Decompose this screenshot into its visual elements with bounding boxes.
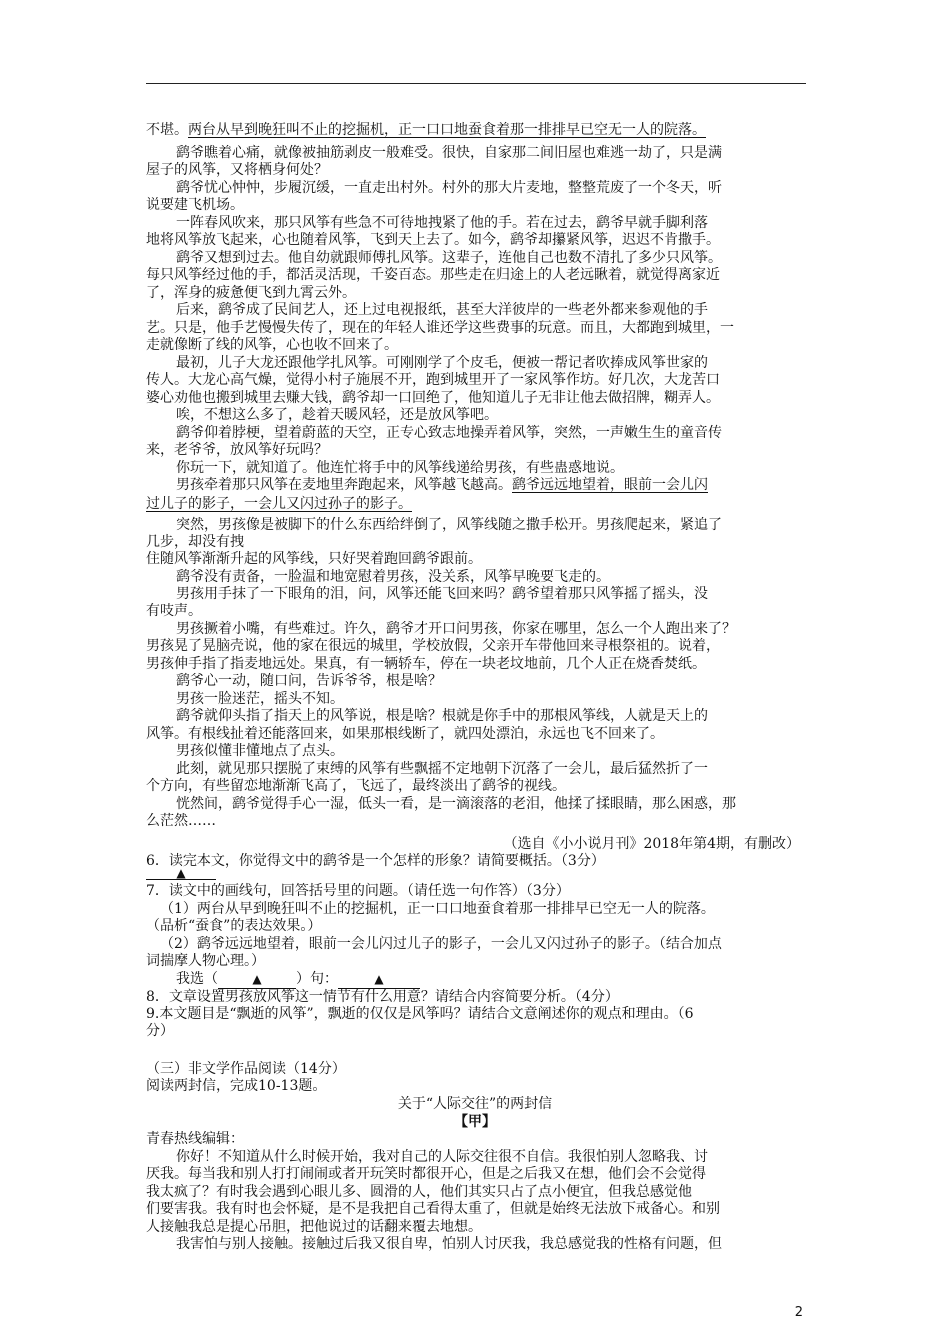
story-line: 屋子的风筝，又将栖身何处？ bbox=[146, 162, 328, 178]
story-line: 地将风筝放飞起来，心也随着风筝，飞到天上去了。如今，鹞爷却攥紧风筝，迟迟不肯撒手。 bbox=[146, 232, 720, 248]
story-line: 唉，不想这么多了，趁着天暖风轻，还是放风筝吧。 bbox=[176, 407, 498, 423]
letter-line: 们要害我。我有时也会怀疑，是不是我把自己看得太重了，但就是始终无法放下戒备心。和别 bbox=[146, 1201, 720, 1217]
question-8: 8．文章设置男孩放风筝这一情节有什么用意？请结合内容简要分析。（4分） bbox=[146, 989, 619, 1005]
question-7-option-2: （2）鹞爷远远地望着，眼前一会儿闪过儿子的影子，一会儿又闪过孙子的影子。（结合加点 bbox=[160, 936, 722, 952]
story-line: 么茫然…… bbox=[146, 813, 216, 829]
story-line: 鹞爷心一动，随口问，告诉爷爷，根是啥？ bbox=[176, 673, 442, 689]
question-9: 9.本文题目是“飘逝的风筝”，飘逝的仅仅是风筝吗？请结合文意阐述你的观点和理由。（6 bbox=[146, 1006, 694, 1022]
letter-a-label: 【甲】 bbox=[454, 1114, 496, 1130]
question-7-option-1: （1）两台从早到晚狂叫不止的挖掘机，正一口口地蚕食着那一排排早已空无一人的院落。 bbox=[160, 901, 715, 917]
section-heading: （三）非文学作品阅读（14分） bbox=[146, 1061, 346, 1077]
sentence-answer-blank[interactable] bbox=[338, 971, 420, 989]
story-line: 风筝。有根线扯着还能落回来，如果那根线断了，就四处漂泊，永远也飞不回来了。 bbox=[146, 726, 664, 742]
story-line: 了，浑身的疲惫便飞到九霄云外。 bbox=[146, 285, 356, 301]
story-line: 男孩晃了晃脑壳说，他的家在很远的城里，学校放假，父亲开车带他回来寻根祭祖的。说着， bbox=[146, 638, 720, 654]
question-7-answer-row: 我选（ ▲ ）句： ▲ bbox=[176, 971, 846, 989]
story-line: 艺。只是，他手艺慢慢失传了，现在的年轻人谁还学这些费事的玩意。而且，大都跑到城里，一 bbox=[146, 320, 734, 336]
answer-marker: ▲ bbox=[176, 866, 186, 880]
story-line: 有吱声。 bbox=[146, 603, 202, 619]
story-line: 男孩用手抹了一下眼角的泪，问，风筝还能飞回来吗？鹞爷望着那只风筝摇了摇头，没 bbox=[176, 586, 708, 602]
story-line: 过儿子的影子，一会儿又闪过孙子的影子。 bbox=[146, 496, 412, 512]
story-line: 突然，男孩像是被脚下的什么东西给绊倒了，风筝线随之撒手松开。男孩爬起来，紧追了 bbox=[176, 517, 722, 533]
letter-line: 你好！不知道从什么时候开始，我对自己的人际交往很不自信。我很怕别人忽略我、讨 bbox=[176, 1149, 708, 1165]
story-line: 住随风筝渐渐升起的风筝线，只好哭着跑回鹞爷跟前。 bbox=[146, 551, 482, 567]
story-line: 鹞爷仰着脖梗，望着蔚蓝的天空，正专心致志地操弄着风筝，突然，一声嫩生生的童音传 bbox=[176, 425, 722, 441]
story-line: 鹞爷没有责备，一脸温和地宽慰着男孩，没关系，风筝早晚要飞走的。 bbox=[176, 569, 610, 585]
letter-line: 我害怕与别人接触。接触过后我又很自卑，怕别人讨厌我，我总感觉我的性格有问题，但 bbox=[176, 1236, 722, 1252]
story-line: 不堪。两台从早到晚狂叫不止的挖掘机，正一口口地蚕食着那一排排早已空无一人的院落。 bbox=[146, 122, 706, 138]
story-line: 此刻，就见那只摆脱了束缚的风筝有些飘摇不定地朝下沉落了一会儿，最后猛然折了一 bbox=[176, 761, 708, 777]
letter-line: 我太疯了？有时我会遇到心眼儿多、圆滑的人，他们其实只占了点小便宜，但我总感觉他 bbox=[146, 1184, 692, 1200]
story-line: 几步，却没有拽 bbox=[146, 534, 244, 550]
story-line: 你玩一下，就知道了。他连忙将手中的风筝线递给男孩，有些蛊惑地说。 bbox=[176, 460, 624, 476]
story-line: 鹞爷瞧着心痛，就像被抽筋剥皮一般难受。很快，自家那二间旧屋也难逃一劫了，只是满 bbox=[176, 145, 722, 161]
question-7-option-2-prompt: 词揣摩人物心理。） bbox=[146, 953, 265, 969]
question-7: 7．读文中的画线句，回答括号里的问题。（请任选一句作答）（3分） bbox=[146, 883, 570, 899]
story-line: 男孩一脸迷茫，摇头不知。 bbox=[176, 691, 344, 707]
story-line: 婆心劝他也搬到城里去赚大钱，鹞爷却一口回绝了，他知道儿子无非让他去做招牌，糊弄人。 bbox=[146, 390, 720, 406]
story-line: 个方向，有些留恋地渐渐飞高了，飞远了，最终淡出了鹞爷的视线。 bbox=[146, 778, 566, 794]
story-line: 后来，鹞爷成了民间艺人，还上过电视报纸，甚至大洋彼岸的一些老外都来参观他的手 bbox=[176, 302, 708, 318]
option-choice-blank[interactable] bbox=[218, 971, 296, 989]
story-line: 恍然间，鹞爷觉得手心一湿，低头一看，是一滴滚落的老泪，他揉了揉眼睛，那么困惑，那 bbox=[176, 796, 736, 812]
letter-line: 人接触我总是提心吊胆，把他说过的话翻来覆去地想。 bbox=[146, 1219, 482, 1235]
page-number: 2 bbox=[794, 1305, 803, 1320]
question-7-option-1-prompt: （品析“蚕食”的表达效果。） bbox=[146, 918, 322, 934]
story-line: 传人。大龙心高气燥，觉得小村子施展不开，跑到城里开了一家风筝作坊。好几次，大龙苦口 bbox=[146, 372, 720, 388]
header-rule bbox=[146, 83, 806, 84]
story-line: 走就像断了线的风筝，心也收不回来了。 bbox=[146, 337, 398, 353]
story-line: 男孩伸手指了指麦地远处。果真，有一辆轿车，停在一块老坟地前，几个人正在烧香焚纸。 bbox=[146, 656, 706, 672]
story-line: 鹞爷忧心忡忡，步履沉缓，一直走出村外。村外的那大片麦地，整整荒废了一个冬天，听 bbox=[176, 180, 722, 196]
story-line: 一阵春风吹来，那只风筝有些急不可待地拽紧了他的手。若在过去，鹞爷早就手脚利落 bbox=[176, 215, 708, 231]
story-line: 说要建飞机场。 bbox=[146, 197, 244, 213]
story-line: 男孩撅着小嘴，有些难过。许久，鹞爷才开口问男孩，你家在哪里，怎么一个人跑出来了？ bbox=[176, 621, 736, 637]
story-line: 来，老爷爷，放风筝好玩吗？ bbox=[146, 442, 328, 458]
section-instructions: 阅读两封信，完成10-13题。 bbox=[146, 1078, 327, 1094]
letter-line: 厌我。每当我和别人打打闹闹或者开玩笑时都很开心，但是之后我又在想，他们会不会觉得 bbox=[146, 1166, 706, 1182]
source-citation: （选自《小小说月刊》2018年第4期，有删改） bbox=[503, 836, 800, 852]
story-line: 鹞爷又想到过去。他自幼就跟师傅扎风筝。这辈子，连他自己也数不清扎了多少只风筝。 bbox=[176, 250, 722, 266]
story-line: 鹞爷就仰头指了指天上的风筝说，根是啥？根就是你手中的那根风筝线，人就是天上的 bbox=[176, 708, 708, 724]
answer-marker: ▲ bbox=[374, 972, 384, 986]
answer-blank-6[interactable] bbox=[146, 867, 216, 880]
letter-line: 青春热线编辑： bbox=[146, 1131, 244, 1147]
story-line: 最初，儿子大龙还跟他学扎风筝。可刚刚学了个皮毛，便被一帮记者吹捧成风筝世家的 bbox=[176, 355, 708, 371]
story-line: 男孩牵着那只风筝在麦地里奔跑起来，风筝越飞越高。鹞爷远远地望着，眼前一会儿闪 bbox=[176, 477, 708, 493]
question-9-cont: 分） bbox=[146, 1023, 174, 1039]
letters-title: 关于“人际交往”的两封信 bbox=[397, 1096, 553, 1112]
answer-marker: ▲ bbox=[252, 972, 262, 986]
question-6: 6．读完本文，你觉得文中的鹞爷是一个怎样的形象？请简要概括。（3分） bbox=[146, 853, 605, 869]
story-line: 男孩似懂非懂地点了点头。 bbox=[176, 743, 344, 759]
story-line: 每只风筝经过他的手，都活灵活现，千姿百态。那些走在归途上的人老远瞅着，就觉得离家近 bbox=[146, 267, 720, 283]
